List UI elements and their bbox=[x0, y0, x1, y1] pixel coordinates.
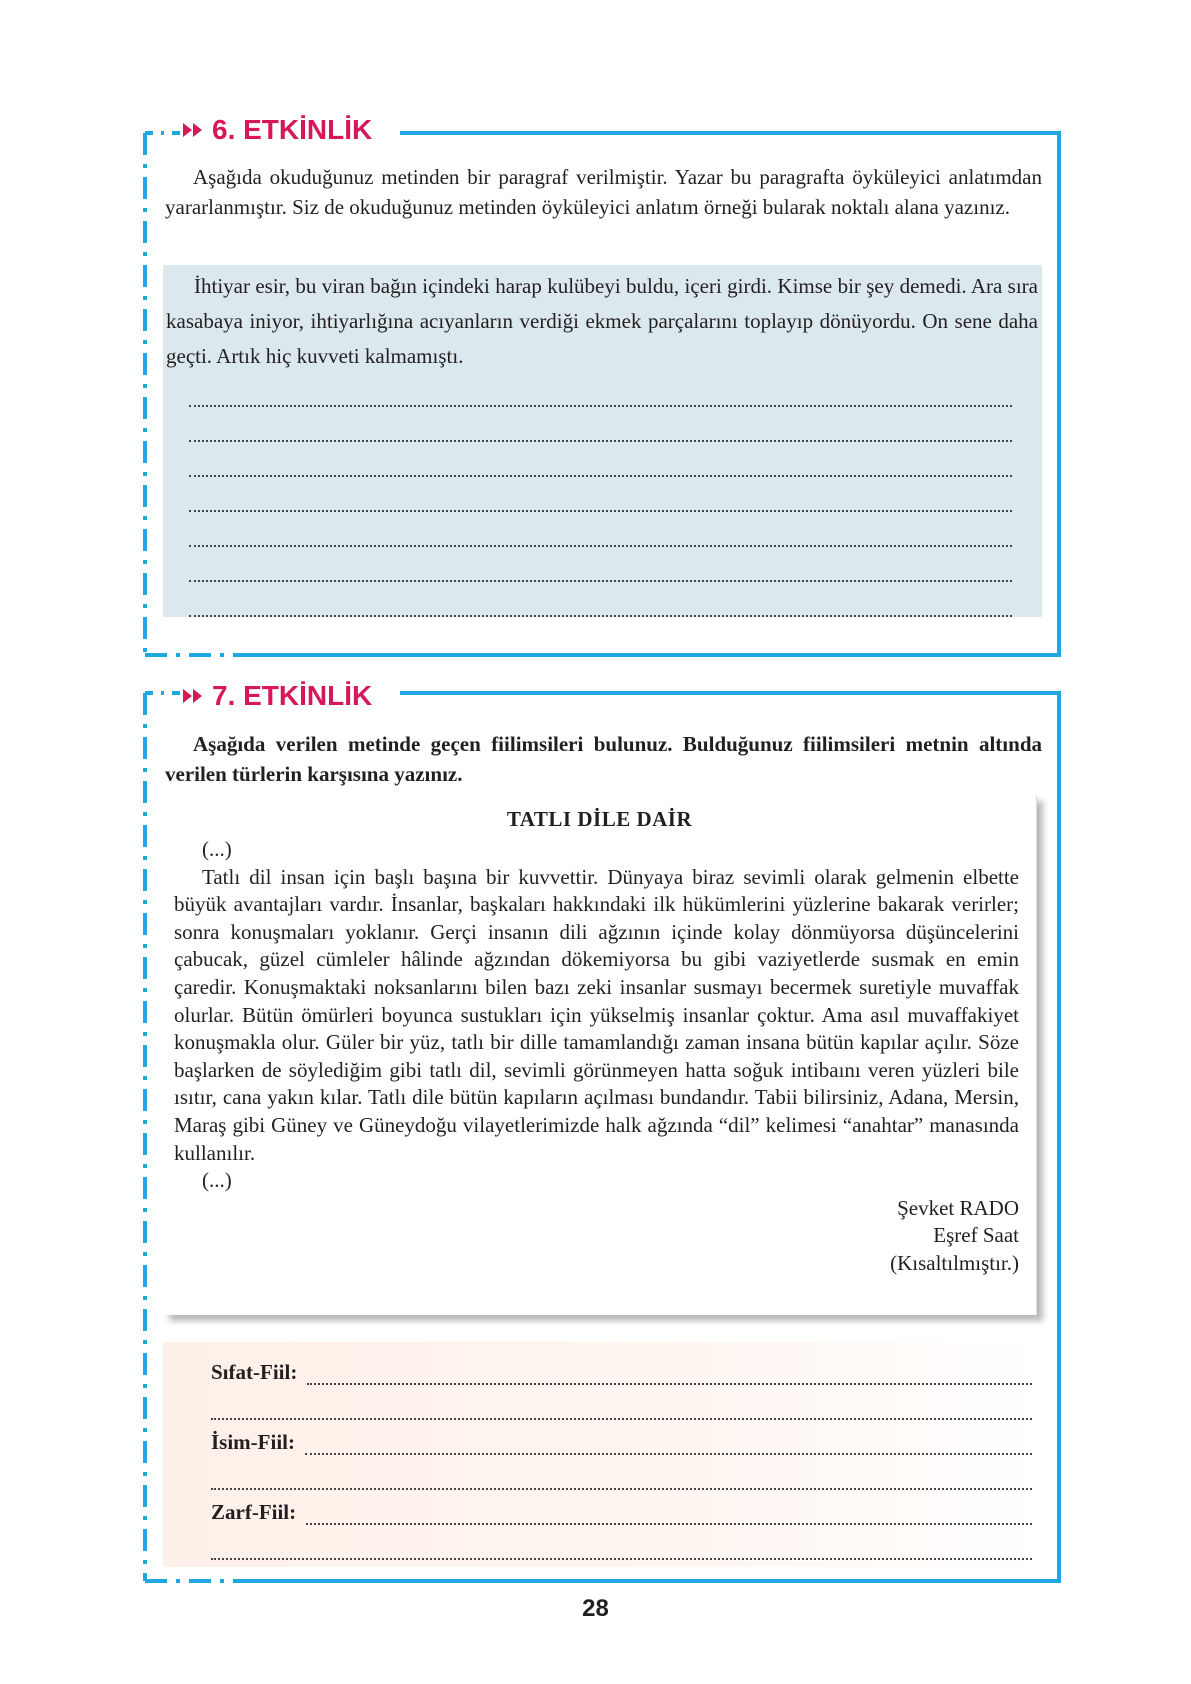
reading-text-card bbox=[163, 795, 1037, 1315]
sifat-fiil-row-2 bbox=[211, 1385, 1032, 1420]
sifat-fiil-line[interactable] bbox=[307, 1361, 1032, 1385]
zarf-fiil-line[interactable] bbox=[306, 1501, 1032, 1525]
answer-rows bbox=[163, 1342, 1040, 1560]
author: Şevket RADO bbox=[897, 1195, 1019, 1220]
reading-body-wrapper bbox=[163, 832, 1036, 1278]
double-arrow-icon bbox=[183, 689, 202, 703]
isim-fiil-line-2[interactable] bbox=[211, 1466, 1032, 1490]
ellipsis-end: (...) bbox=[202, 1168, 232, 1193]
ellipsis-start: (...) bbox=[202, 837, 232, 861]
isim-fiil-label: İsim-Fiil: bbox=[211, 1430, 295, 1454]
isim-fiil-row bbox=[211, 1420, 1032, 1455]
source: Eşref Saat bbox=[933, 1223, 1019, 1248]
zarf-fiil-row-2 bbox=[211, 1525, 1032, 1560]
reading-body: Tatlı dil insan için başlı başına bir kuvvettir. Dünyaya biraz sevimli olarak gelmenin elbette büyük avantajları vardır. İnsanlar, başkaları hakkındaki ilk hükümlerini yüzlerine bakarak verirler; sonra konuşmaları yoklanır. Gerçi insanın dili ağzının içinde kolay dönmüyorsa düşüncelerini çabucak, güzel cümleler hâlinde ağzından dökemiyorsa bu gibi vaziyetlerde susmak en emin çaredir. Konuşmaktaki noksanlarını bilen bazı zeki insanlar susmayı becermek suretiyle muvaffak olurlar. Bütün ömürleri boyunca sustukları için yükselmiş insanlar çoktur. Ama asıl muvaffakiyet konuşmakla olur. Güler bir yüz, tatlı bir dille tamamlandığı zaman insana bütün kapılar açılır. Söze başlarken de söylediğim gibi tatlı dil, sevimli görünmeyen hatta soğuk intibaını veren yüzleri bile ısıtır, cana yakın kılar. Tatlı dile bütün kapıların açılması bundandır. Tabii bilirsiniz, Adana, Mersin, Maraş gibi Güney ve Güneydoğu vilayetlerimizde halk ağzında “dil” kelimesi “anahtar” manasında kullanılır. bbox=[174, 864, 1019, 1165]
isim-fiil-row-2 bbox=[211, 1455, 1032, 1490]
activity-7-title-text: 7. ETKİNLİK bbox=[212, 680, 373, 711]
activity-7-title bbox=[183, 680, 380, 712]
zarf-fiil-row bbox=[211, 1490, 1032, 1525]
zarf-fiil-label: Zarf-Fiil: bbox=[211, 1500, 297, 1524]
sifat-fiil-row bbox=[211, 1350, 1032, 1385]
activity-7-instruction: Aşağıda verilen metinde geçen fiilimsileri bulunuz. Bulduğunuz fiilimsileri metnin altında verilen türlerin karşısına yazınız. bbox=[165, 732, 1042, 786]
page-number: 28 bbox=[582, 1595, 609, 1622]
sifat-fiil-line-2[interactable] bbox=[211, 1396, 1032, 1420]
activity-6-paragraph: İhtiyar esir, bu viran bağın içindeki harap kulübeyi buldu, içeri girdi. Kimse bir şey demedi. Ara sıra kasabaya iniyor, ihtiyarlığına acıyanların verdiği ekmek parçalarını toplayıp dönüyordu. On sene daha geçti. Artık hiç kuvveti kalmamıştı. bbox=[166, 274, 1038, 368]
reading-title: TATLI DİLE DAİR bbox=[506, 807, 693, 831]
isim-fiil-line[interactable] bbox=[305, 1431, 1032, 1455]
activity-6-title-text: 6. ETKİNLİK bbox=[212, 114, 373, 145]
activity-7-answer-box bbox=[163, 1342, 1040, 1567]
sifat-fiil-label: Sıfat-Fiil: bbox=[211, 1360, 298, 1384]
activity-6-instruction: Aşağıda okuduğunuz metinden bir paragraf verilmiştir. Yazar bu paragrafta öyküleyici anlatımdan yararlanmıştır. Siz de okuduğunuz metinden öyküleyici anlatım örneği bularak noktalı alana yazınız. bbox=[165, 165, 1042, 219]
zarf-fiil-line-2[interactable] bbox=[211, 1536, 1032, 1560]
abridged-note: (Kısaltılmıştır.) bbox=[890, 1250, 1019, 1275]
